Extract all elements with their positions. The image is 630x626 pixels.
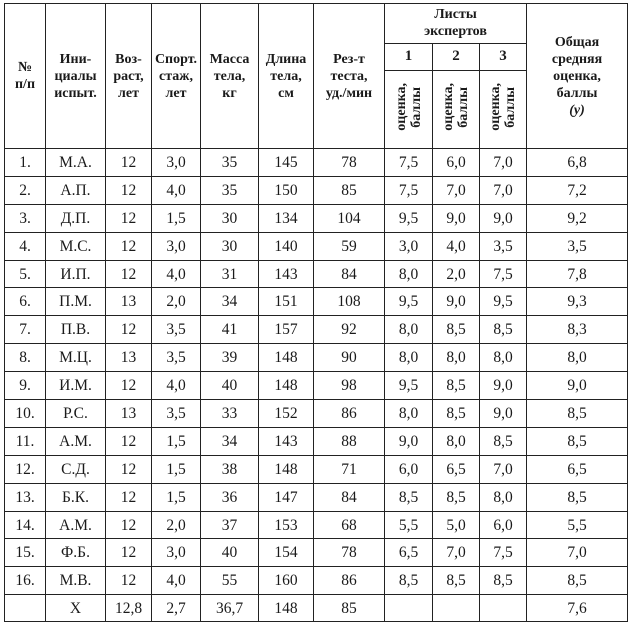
cell-test-result: 108	[314, 288, 385, 316]
cell-expert-3: 7,5	[480, 260, 527, 288]
cell-overall-score: 8,0	[527, 344, 628, 372]
cell-body-length: 150	[259, 176, 314, 204]
cell-age: 12	[106, 539, 152, 567]
cell-expert-2: 7,0	[433, 539, 480, 567]
cell-expert-2: 8,0	[433, 344, 480, 372]
header-experts-line: Листы	[434, 7, 477, 23]
header-initials-line: испыт.	[54, 85, 97, 101]
cell-age: 13	[106, 400, 152, 428]
header-expert-sub-text: оценка, баллы	[441, 83, 471, 131]
cell-expert-3: 8,5	[480, 427, 527, 455]
cell-body-length: 148	[259, 372, 314, 400]
header-expert-2: 2	[433, 43, 480, 70]
mean-cell-expert-3	[480, 595, 527, 622]
cell-expert-2: 9,0	[433, 204, 480, 232]
cell-expert-1: 7,5	[385, 176, 433, 204]
cell-initials: И.П.	[46, 260, 106, 288]
header-age-line: раст,	[113, 68, 144, 84]
cell-expert-1: 3,0	[385, 232, 433, 260]
cell-body-mass: 33	[201, 400, 259, 428]
cell-overall-score: 8,3	[527, 316, 628, 344]
header-result-line: уд./мин	[325, 85, 373, 101]
cell-num: 9.	[5, 372, 46, 400]
cell-body-length: 148	[259, 344, 314, 372]
cell-initials: М.Ц.	[46, 344, 106, 372]
cell-overall-score: 7,2	[527, 176, 628, 204]
cell-overall-score: 9,2	[527, 204, 628, 232]
cell-body-mass: 39	[201, 344, 259, 372]
cell-expert-1: 9,5	[385, 372, 433, 400]
cell-body-length: 148	[259, 455, 314, 483]
cell-expert-1: 9,0	[385, 427, 433, 455]
cell-body-mass: 37	[201, 511, 259, 539]
cell-overall-score: 3,5	[527, 232, 628, 260]
cell-test-result: 68	[314, 511, 385, 539]
cell-sport-experience: 3,5	[152, 400, 201, 428]
header-length-line: тела,	[270, 68, 302, 84]
cell-body-mass: 35	[201, 149, 259, 177]
mean-cell-expert-1	[385, 595, 433, 622]
header-overall-line: оценка,	[553, 68, 601, 84]
header-num-line: п/п	[14, 77, 36, 92]
cell-initials: Ф.Б.	[46, 539, 106, 567]
cell-expert-3: 7,0	[480, 176, 527, 204]
cell-num: 2.	[5, 176, 46, 204]
cell-body-mass: 36	[201, 483, 259, 511]
cell-num: 1.	[5, 149, 46, 177]
header-num	[5, 4, 46, 149]
cell-expert-1: 6,0	[385, 455, 433, 483]
header-sport-line: стаж,	[159, 68, 193, 84]
mean-cell-sport-experience: 2,7	[152, 595, 201, 622]
cell-body-length: 160	[259, 567, 314, 595]
cell-body-length: 143	[259, 260, 314, 288]
header-overall-line: баллы	[556, 85, 598, 101]
mean-cell-overall-score: 7,6	[527, 595, 628, 622]
table-row	[5, 344, 628, 372]
cell-body-length: 134	[259, 204, 314, 232]
table-row	[5, 455, 628, 483]
cell-body-length: 151	[259, 288, 314, 316]
cell-body-length: 152	[259, 400, 314, 428]
cell-num: 10.	[5, 400, 46, 428]
cell-sport-experience: 1,5	[152, 204, 201, 232]
cell-overall-score: 8,5	[527, 400, 628, 428]
cell-test-result: 85	[314, 176, 385, 204]
header-experts-line: экспертов	[424, 24, 487, 40]
header-test-result	[314, 4, 385, 149]
cell-body-mass: 34	[201, 427, 259, 455]
header-body-length	[259, 4, 314, 149]
cell-expert-2: 8,5	[433, 567, 480, 595]
cell-overall-score: 9,3	[527, 288, 628, 316]
cell-sport-experience: 3,0	[152, 539, 201, 567]
cell-sport-experience: 3,0	[152, 149, 201, 177]
cell-initials: М.В.	[46, 567, 106, 595]
cell-test-result: 84	[314, 260, 385, 288]
header-age-line: лет	[118, 85, 139, 101]
table-row-mean	[5, 595, 628, 622]
cell-body-mass: 30	[201, 204, 259, 232]
table-row	[5, 260, 628, 288]
cell-test-result: 78	[314, 149, 385, 177]
cell-expert-3: 3,5	[480, 232, 527, 260]
cell-num: 8.	[5, 344, 46, 372]
cell-expert-2: 6,5	[433, 455, 480, 483]
cell-body-mass: 41	[201, 316, 259, 344]
cell-body-length: 143	[259, 427, 314, 455]
cell-body-mass: 30	[201, 232, 259, 260]
cell-body-mass: 40	[201, 539, 259, 567]
header-expert-3: 3	[480, 43, 527, 70]
cell-age: 12	[106, 372, 152, 400]
cell-body-length: 145	[259, 149, 314, 177]
cell-expert-1: 8,5	[385, 567, 433, 595]
cell-initials: Р.С.	[46, 400, 106, 428]
cell-age: 12	[106, 260, 152, 288]
header-overall-line: средняя	[551, 51, 603, 67]
cell-initials: И.М.	[46, 372, 106, 400]
table-row	[5, 149, 628, 177]
mean-cell-num	[5, 595, 46, 622]
mean-cell-initials: X	[46, 595, 106, 622]
cell-overall-score: 8,5	[527, 567, 628, 595]
table-row	[5, 288, 628, 316]
cell-initials: А.П.	[46, 176, 106, 204]
cell-age: 13	[106, 344, 152, 372]
header-initials	[46, 4, 106, 149]
cell-expert-3: 8,5	[480, 316, 527, 344]
cell-body-mass: 38	[201, 455, 259, 483]
cell-num: 12.	[5, 455, 46, 483]
cell-body-mass: 40	[201, 372, 259, 400]
header-expert-1-sub	[385, 70, 433, 148]
table-row	[5, 483, 628, 511]
cell-expert-1: 9,5	[385, 204, 433, 232]
cell-initials: М.А.	[46, 149, 106, 177]
cell-overall-score: 7,8	[527, 260, 628, 288]
cell-overall-score: 8,5	[527, 427, 628, 455]
cell-expert-2: 8,5	[433, 372, 480, 400]
mean-cell-body-length: 148	[259, 595, 314, 622]
cell-body-length: 154	[259, 539, 314, 567]
cell-overall-score: 5,5	[527, 511, 628, 539]
cell-expert-2: 4,0	[433, 232, 480, 260]
cell-age: 12	[106, 427, 152, 455]
cell-expert-1: 8,0	[385, 316, 433, 344]
cell-expert-1: 7,5	[385, 149, 433, 177]
cell-expert-3: 6,0	[480, 511, 527, 539]
mean-cell-expert-2	[433, 595, 480, 622]
cell-expert-2: 5,0	[433, 511, 480, 539]
cell-overall-score: 8,5	[527, 483, 628, 511]
cell-num: 11.	[5, 427, 46, 455]
header-expert-1: 1	[385, 43, 433, 70]
header-body-mass	[201, 4, 259, 149]
cell-age: 12	[106, 567, 152, 595]
cell-age: 12	[106, 511, 152, 539]
cell-body-length: 140	[259, 232, 314, 260]
cell-expert-1: 8,0	[385, 260, 433, 288]
header-overall-line: Общая	[554, 34, 600, 50]
cell-age: 12	[106, 149, 152, 177]
cell-sport-experience: 4,0	[152, 372, 201, 400]
cell-sport-experience: 4,0	[152, 176, 201, 204]
cell-test-result: 88	[314, 427, 385, 455]
cell-sport-experience: 4,0	[152, 260, 201, 288]
cell-expert-1: 5,5	[385, 511, 433, 539]
cell-overall-score: 9,0	[527, 372, 628, 400]
header-mass-line: тела,	[213, 68, 246, 84]
cell-initials: А.М.	[46, 511, 106, 539]
table-row	[5, 204, 628, 232]
cell-initials: Б.К.	[46, 483, 106, 511]
cell-sport-experience: 4,0	[152, 567, 201, 595]
cell-initials: М.С.	[46, 232, 106, 260]
cell-expert-1: 8,5	[385, 483, 433, 511]
header-sport-line: лет	[165, 85, 187, 101]
cell-expert-3: 9,0	[480, 204, 527, 232]
table-row	[5, 400, 628, 428]
cell-body-mass: 55	[201, 567, 259, 595]
cell-test-result: 98	[314, 372, 385, 400]
cell-initials: Д.П.	[46, 204, 106, 232]
cell-age: 12	[106, 483, 152, 511]
cell-expert-2: 9,0	[433, 288, 480, 316]
cell-expert-1: 9,5	[385, 288, 433, 316]
header-initials-line: Ини-	[59, 51, 92, 67]
mean-cell-age: 12,8	[106, 595, 152, 622]
header-expert-sub-text: оценка, баллы	[393, 83, 424, 131]
header-expert-2-sub	[433, 70, 480, 148]
cell-expert-2: 8,5	[433, 316, 480, 344]
cell-expert-3: 7,5	[480, 539, 527, 567]
table-row	[5, 567, 628, 595]
cell-body-length: 157	[259, 316, 314, 344]
cell-num: 14.	[5, 511, 46, 539]
cell-expert-1: 6,5	[385, 539, 433, 567]
cell-sport-experience: 2,0	[152, 511, 201, 539]
cell-expert-2: 6,0	[433, 149, 480, 177]
cell-expert-3: 9,0	[480, 372, 527, 400]
cell-num: 6.	[5, 288, 46, 316]
cell-test-result: 86	[314, 567, 385, 595]
header-expert-sheets	[385, 4, 527, 44]
cell-num: 16.	[5, 567, 46, 595]
header-initials-line: циалы	[54, 68, 97, 84]
cell-test-result: 104	[314, 204, 385, 232]
cell-num: 7.	[5, 316, 46, 344]
cell-expert-2: 8,5	[433, 400, 480, 428]
cell-age: 12	[106, 316, 152, 344]
cell-sport-experience: 1,5	[152, 483, 201, 511]
cell-expert-3: 8,0	[480, 483, 527, 511]
cell-expert-3: 7,0	[480, 149, 527, 177]
cell-test-result: 86	[314, 400, 385, 428]
cell-num: 13.	[5, 483, 46, 511]
cell-expert-1: 8,0	[385, 344, 433, 372]
cell-sport-experience: 3,0	[152, 232, 201, 260]
table-body	[5, 149, 628, 622]
expert-scores-table	[4, 3, 628, 622]
cell-test-result: 71	[314, 455, 385, 483]
mean-cell-test-result: 85	[314, 595, 385, 622]
table-row	[5, 539, 628, 567]
header-mass-line: Масса	[209, 51, 250, 67]
header-mass-line: кг	[222, 85, 237, 101]
cell-test-result: 90	[314, 344, 385, 372]
table-row	[5, 232, 628, 260]
cell-overall-score: 6,5	[527, 455, 628, 483]
cell-expert-2: 2,0	[433, 260, 480, 288]
cell-expert-3: 9,0	[480, 400, 527, 428]
cell-sport-experience: 1,5	[152, 455, 201, 483]
header-age	[106, 4, 152, 149]
cell-age: 12	[106, 176, 152, 204]
cell-test-result: 59	[314, 232, 385, 260]
cell-body-mass: 31	[201, 260, 259, 288]
cell-num: 15.	[5, 539, 46, 567]
cell-expert-3: 7,0	[480, 455, 527, 483]
cell-age: 13	[106, 288, 152, 316]
table-row	[5, 372, 628, 400]
cell-initials: С.Д.	[46, 455, 106, 483]
cell-expert-3: 8,0	[480, 344, 527, 372]
cell-num: 4.	[5, 232, 46, 260]
cell-age: 12	[106, 204, 152, 232]
header-expert-3-sub	[480, 70, 527, 148]
cell-expert-3: 9,5	[480, 288, 527, 316]
header-length-line: Длина	[265, 51, 307, 67]
cell-body-mass: 35	[201, 176, 259, 204]
cell-body-length: 147	[259, 483, 314, 511]
cell-overall-score: 7,0	[527, 539, 628, 567]
mean-cell-body-mass: 36,7	[201, 595, 259, 622]
cell-expert-2: 8,0	[433, 427, 480, 455]
table-row	[5, 316, 628, 344]
header-result-line: Рез-т	[333, 51, 365, 67]
header-sport-experience	[152, 4, 201, 149]
header-sport-line: Спорт.	[154, 51, 198, 67]
header-overall-score	[527, 4, 628, 149]
cell-expert-2: 8,5	[433, 483, 480, 511]
cell-age: 12	[106, 232, 152, 260]
cell-initials: А.М.	[46, 427, 106, 455]
cell-test-result: 92	[314, 316, 385, 344]
cell-num: 5.	[5, 260, 46, 288]
cell-num: 3.	[5, 204, 46, 232]
header-age-line: Воз-	[115, 51, 142, 67]
header-num-line: №	[17, 60, 33, 75]
table-row	[5, 176, 628, 204]
cell-age: 12	[106, 455, 152, 483]
cell-sport-experience: 2,0	[152, 288, 201, 316]
cell-sport-experience: 3,5	[152, 316, 201, 344]
cell-sport-experience: 1,5	[152, 427, 201, 455]
table-row	[5, 427, 628, 455]
cell-test-result: 78	[314, 539, 385, 567]
cell-expert-3: 8,5	[480, 567, 527, 595]
cell-initials: П.В.	[46, 316, 106, 344]
header-length-line: см	[278, 85, 294, 101]
cell-initials: П.М.	[46, 288, 106, 316]
cell-test-result: 84	[314, 483, 385, 511]
cell-overall-score: 6,8	[527, 149, 628, 177]
cell-expert-1: 8,0	[385, 400, 433, 428]
cell-body-length: 153	[259, 511, 314, 539]
header-result-line: теста,	[330, 68, 368, 84]
table-row	[5, 511, 628, 539]
cell-sport-experience: 3,5	[152, 344, 201, 372]
header-expert-sub-text: оценка, баллы	[488, 83, 519, 131]
cell-expert-2: 7,0	[433, 176, 480, 204]
header-overall-symbol: (y)	[569, 102, 585, 118]
cell-body-mass: 34	[201, 288, 259, 316]
